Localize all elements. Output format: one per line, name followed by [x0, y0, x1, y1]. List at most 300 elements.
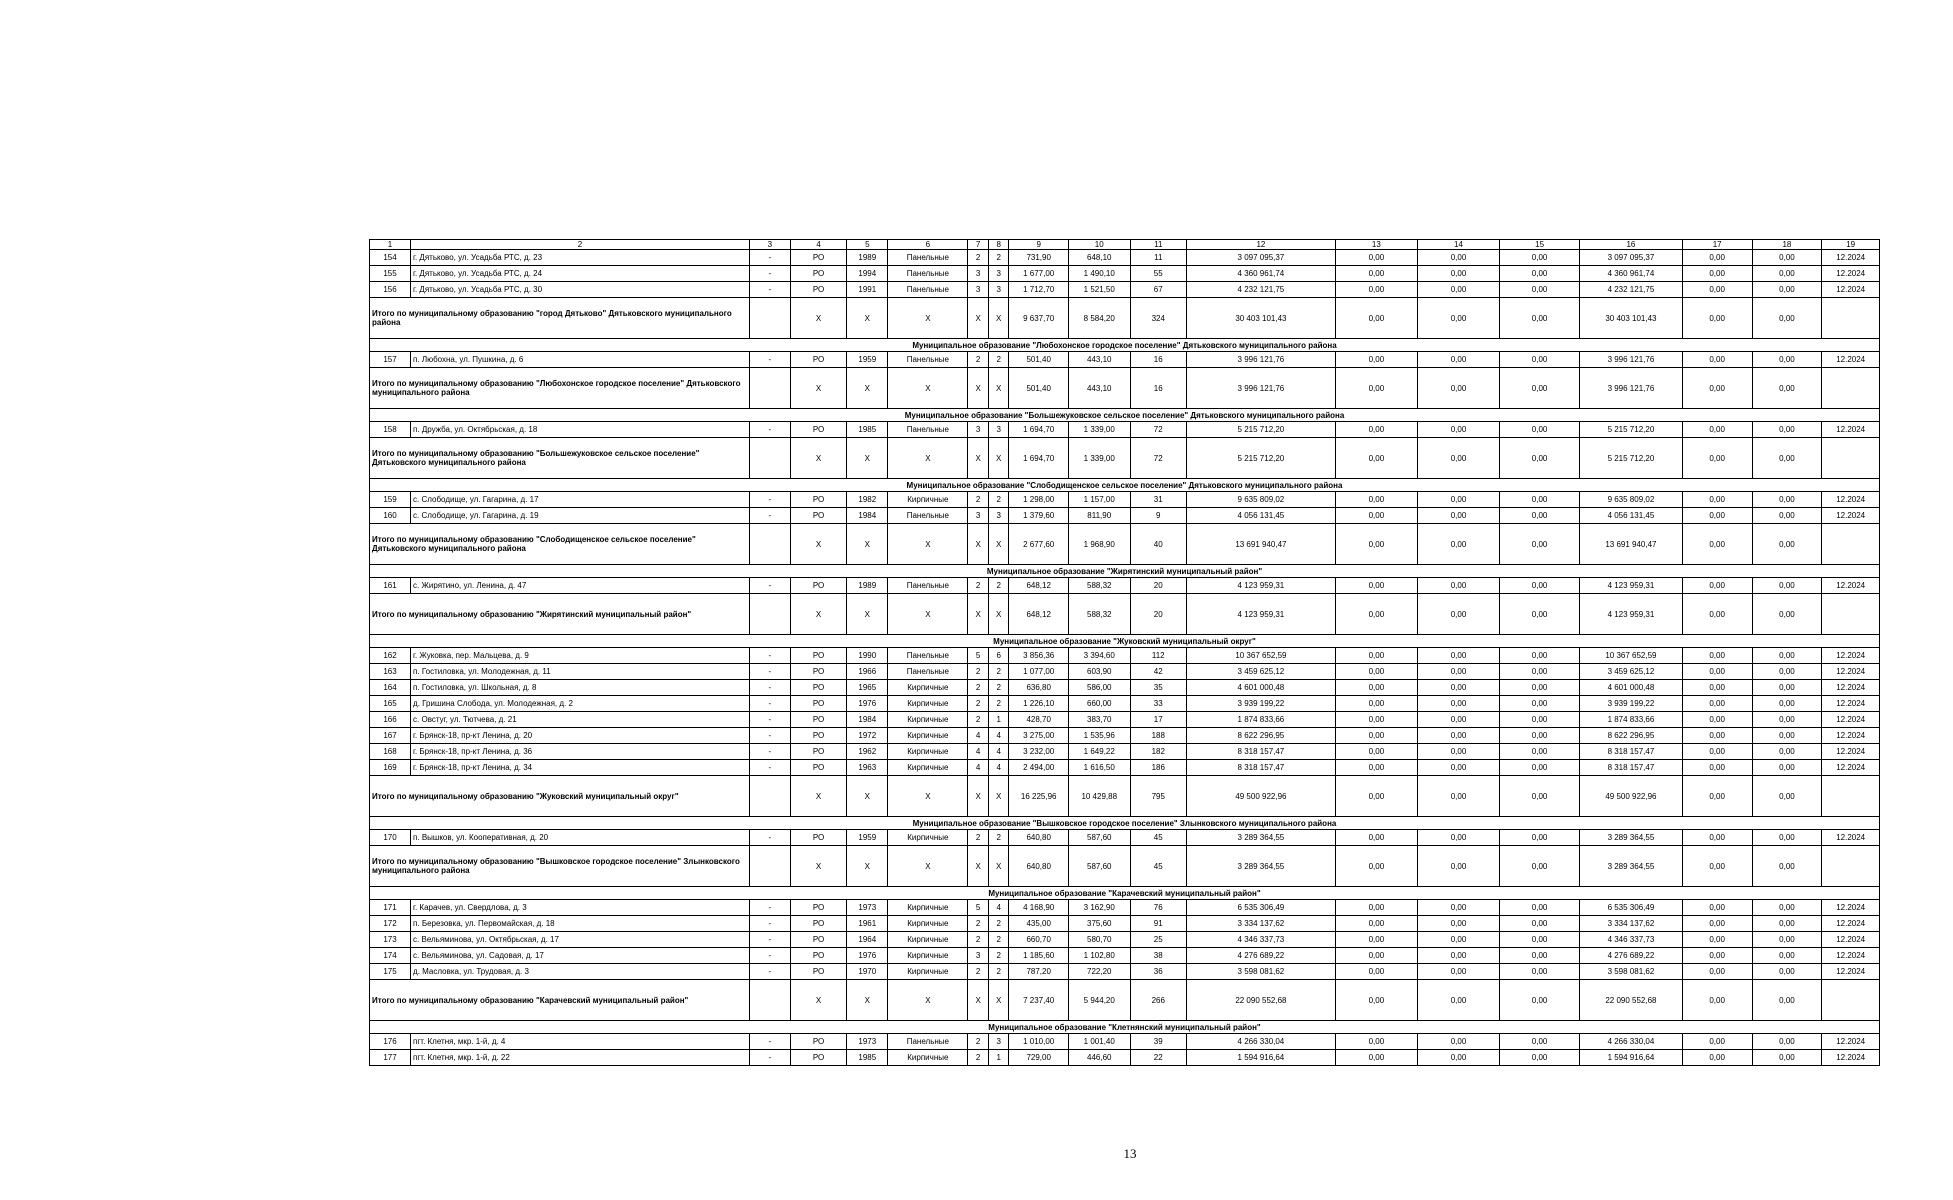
table-cell: Панельные — [888, 664, 968, 680]
table-cell: РО — [790, 680, 846, 696]
table-cell: 172 — [370, 916, 411, 932]
table-cell: 0,00 — [1682, 948, 1752, 964]
total-cell — [1822, 594, 1880, 635]
table-cell: 186 — [1130, 760, 1186, 776]
table-cell: - — [749, 282, 790, 298]
column-number-cell: 9 — [1009, 240, 1069, 250]
column-number-cell: 2 — [411, 240, 750, 250]
total-cell: 4 123 959,31 — [1580, 594, 1683, 635]
total-cell: 3 289 364,55 — [1186, 846, 1335, 887]
column-number-cell: 14 — [1417, 240, 1499, 250]
total-cell: Х — [888, 438, 968, 479]
table-cell: 1984 — [847, 712, 888, 728]
table-cell: - — [749, 1034, 790, 1050]
table-cell: 76 — [1130, 900, 1186, 916]
table-cell: - — [749, 964, 790, 980]
total-cell: 0,00 — [1335, 980, 1417, 1021]
column-number-cell: 11 — [1130, 240, 1186, 250]
table-cell: 2 — [988, 964, 1009, 980]
table-cell: 0,00 — [1335, 508, 1417, 524]
table-cell: 0,00 — [1417, 352, 1499, 368]
total-cell: 0,00 — [1682, 846, 1752, 887]
address-cell: п. Любохна, ул. Пушкина, д. 6 — [411, 352, 750, 368]
table-cell: 4 — [988, 728, 1009, 744]
total-cell: 8 584,20 — [1068, 298, 1130, 339]
total-label: Итого по муниципальному образованию "Слободищенское сельское поселение" Дятьковского муниципального района — [370, 524, 750, 565]
table-cell: 0,00 — [1752, 266, 1822, 282]
table-cell: 25 — [1130, 932, 1186, 948]
table-cell: 0,00 — [1752, 422, 1822, 438]
total-cell: 0,00 — [1752, 594, 1822, 635]
address-cell: г. Карачев, ул. Свердлова, д. 3 — [411, 900, 750, 916]
table-cell: 4 — [968, 744, 989, 760]
table-cell: РО — [790, 648, 846, 664]
total-row — [370, 776, 1880, 817]
total-cell: 0,00 — [1500, 438, 1580, 479]
total-row — [370, 524, 1880, 565]
table-row — [370, 744, 1880, 760]
total-cell — [1822, 438, 1880, 479]
total-cell: 1 968,90 — [1068, 524, 1130, 565]
table-cell: РО — [790, 282, 846, 298]
total-row — [370, 298, 1880, 339]
table-cell: - — [749, 250, 790, 266]
total-cell: Х — [968, 980, 989, 1021]
table-cell: 2 — [968, 664, 989, 680]
total-cell: 20 — [1130, 594, 1186, 635]
table-cell: РО — [790, 578, 846, 594]
table-cell: 383,70 — [1068, 712, 1130, 728]
total-cell: Х — [888, 368, 968, 409]
table-cell: 4 168,90 — [1009, 900, 1069, 916]
table-row — [370, 250, 1880, 266]
table-cell: 0,00 — [1500, 712, 1580, 728]
address-cell: г. Брянск-18, пр-кт Ленина, д. 20 — [411, 728, 750, 744]
total-label: Итого по муниципальному образованию "Жуковский муниципальный округ" — [370, 776, 750, 817]
table-cell: 3 996 121,76 — [1580, 352, 1683, 368]
table-cell: - — [749, 712, 790, 728]
table-row — [370, 728, 1880, 744]
table-cell: 160 — [370, 508, 411, 524]
column-number-cell: 12 — [1186, 240, 1335, 250]
table-cell: 0,00 — [1682, 578, 1752, 594]
table-cell: 4 276 689,22 — [1580, 948, 1683, 964]
table-cell: 1972 — [847, 728, 888, 744]
table-cell: 2 — [968, 492, 989, 508]
section-title: Муниципальное образование "Жирятинский муниципальный район" — [370, 565, 1880, 578]
total-cell: 0,00 — [1417, 980, 1499, 1021]
total-cell: 5 944,20 — [1068, 980, 1130, 1021]
table-cell: - — [749, 830, 790, 846]
table-cell: 168 — [370, 744, 411, 760]
table-cell: 0,00 — [1500, 932, 1580, 948]
total-cell: 588,32 — [1068, 594, 1130, 635]
table-cell: 11 — [1130, 250, 1186, 266]
table-cell: 12.2024 — [1822, 648, 1880, 664]
table-cell: Панельные — [888, 266, 968, 282]
table-row — [370, 964, 1880, 980]
table-cell: - — [749, 266, 790, 282]
address-cell: п. Гостиловка, ул. Молодежная, д. 11 — [411, 664, 750, 680]
table-cell: Кирпичные — [888, 492, 968, 508]
table-cell: 157 — [370, 352, 411, 368]
section-row — [370, 409, 1880, 422]
table-cell: 0,00 — [1752, 760, 1822, 776]
table-cell: 0,00 — [1500, 1050, 1580, 1066]
total-cell: 10 429,88 — [1068, 776, 1130, 817]
table-cell: 3 — [968, 422, 989, 438]
total-cell: 1 339,00 — [1068, 438, 1130, 479]
total-cell: Х — [790, 368, 846, 409]
table-cell: 787,20 — [1009, 964, 1069, 980]
table-cell: 0,00 — [1335, 352, 1417, 368]
table-cell: 161 — [370, 578, 411, 594]
table-cell: Панельные — [888, 352, 968, 368]
table-cell: 648,12 — [1009, 578, 1069, 594]
total-cell: 22 090 552,68 — [1186, 980, 1335, 1021]
total-cell: Х — [988, 776, 1009, 817]
table-cell: 8 318 157,47 — [1186, 744, 1335, 760]
table-cell: 175 — [370, 964, 411, 980]
table-cell: 0,00 — [1417, 680, 1499, 696]
table-cell: 0,00 — [1682, 744, 1752, 760]
table-cell: 22 — [1130, 1050, 1186, 1066]
total-cell — [1822, 298, 1880, 339]
table-cell: 0,00 — [1417, 932, 1499, 948]
total-cell: 3 996 121,76 — [1580, 368, 1683, 409]
total-cell: 795 — [1130, 776, 1186, 817]
table-row — [370, 266, 1880, 282]
table-cell: 1965 — [847, 680, 888, 696]
table-cell: 1 298,00 — [1009, 492, 1069, 508]
total-cell — [1822, 776, 1880, 817]
table-cell: 0,00 — [1500, 250, 1580, 266]
total-cell: 45 — [1130, 846, 1186, 887]
table-cell: 12.2024 — [1822, 352, 1880, 368]
table-cell: 12.2024 — [1822, 712, 1880, 728]
table-cell: 4 346 337,73 — [1186, 932, 1335, 948]
table-cell: 188 — [1130, 728, 1186, 744]
table-cell: 1 616,50 — [1068, 760, 1130, 776]
total-cell: 0,00 — [1335, 438, 1417, 479]
table-cell: 0,00 — [1335, 830, 1417, 846]
address-cell: п. Дружба, ул. Октябрьская, д. 18 — [411, 422, 750, 438]
table-cell: 8 622 296,95 — [1186, 728, 1335, 744]
address-cell: г. Жуковка, пер. Мальцева, д. 9 — [411, 648, 750, 664]
table-cell: 636,80 — [1009, 680, 1069, 696]
table-cell: РО — [790, 492, 846, 508]
table-cell: Панельные — [888, 250, 968, 266]
table-cell: Кирпичные — [888, 712, 968, 728]
total-cell — [749, 594, 790, 635]
table-cell: 4 346 337,73 — [1580, 932, 1683, 948]
table-cell: 0,00 — [1500, 916, 1580, 932]
table-cell: 9 635 809,02 — [1580, 492, 1683, 508]
table-cell: 1982 — [847, 492, 888, 508]
table-cell: 1966 — [847, 664, 888, 680]
page-number: 13 — [1123, 1146, 1137, 1161]
total-cell: Х — [888, 980, 968, 1021]
table-cell: - — [749, 422, 790, 438]
table-cell: 2 — [968, 352, 989, 368]
table-cell: 0,00 — [1752, 680, 1822, 696]
table-cell: 2 — [988, 578, 1009, 594]
table-cell: 0,00 — [1417, 508, 1499, 524]
address-cell: г. Дятьково, ул. Усадьба РТС, д. 24 — [411, 266, 750, 282]
table-cell: 0,00 — [1752, 900, 1822, 916]
table-cell: 587,60 — [1068, 830, 1130, 846]
section-row — [370, 1021, 1880, 1034]
table-cell: 176 — [370, 1034, 411, 1050]
table-cell: 443,10 — [1068, 352, 1130, 368]
table-cell: 12.2024 — [1822, 250, 1880, 266]
table-cell: 0,00 — [1752, 744, 1822, 760]
table-row — [370, 712, 1880, 728]
total-cell: Х — [790, 438, 846, 479]
table-cell: 0,00 — [1335, 916, 1417, 932]
table-cell: 0,00 — [1335, 744, 1417, 760]
table-cell: 20 — [1130, 578, 1186, 594]
table-cell: 0,00 — [1682, 712, 1752, 728]
table-cell: 0,00 — [1417, 728, 1499, 744]
table-cell: 0,00 — [1335, 492, 1417, 508]
table-cell: 12.2024 — [1822, 696, 1880, 712]
table-cell: 4 266 330,04 — [1580, 1034, 1683, 1050]
table-cell: 0,00 — [1682, 1034, 1752, 1050]
section-row — [370, 817, 1880, 830]
table-cell: 1994 — [847, 266, 888, 282]
table-cell: - — [749, 932, 790, 948]
total-cell: Х — [790, 298, 846, 339]
table-cell: 6 535 306,49 — [1580, 900, 1683, 916]
table-cell: 0,00 — [1335, 680, 1417, 696]
total-cell: Х — [888, 846, 968, 887]
table-cell: 3 097 095,37 — [1580, 250, 1683, 266]
table-cell: 0,00 — [1682, 282, 1752, 298]
table-cell: 12.2024 — [1822, 266, 1880, 282]
table-cell: Кирпичные — [888, 932, 968, 948]
table-cell: Панельные — [888, 508, 968, 524]
table-cell: 1985 — [847, 1050, 888, 1066]
table-cell: РО — [790, 712, 846, 728]
total-cell: 0,00 — [1682, 438, 1752, 479]
table-cell: 0,00 — [1682, 728, 1752, 744]
total-cell: 1 694,70 — [1009, 438, 1069, 479]
table-cell: 2 — [968, 830, 989, 846]
table-cell: 660,70 — [1009, 932, 1069, 948]
table-cell: 2 — [988, 948, 1009, 964]
table-cell: Кирпичные — [888, 900, 968, 916]
total-cell: 0,00 — [1752, 980, 1822, 1021]
table-cell: 640,80 — [1009, 830, 1069, 846]
total-cell: Х — [847, 298, 888, 339]
table-cell: 1989 — [847, 250, 888, 266]
table-cell: 10 367 652,59 — [1580, 648, 1683, 664]
table-cell: 91 — [1130, 916, 1186, 932]
table-cell: 0,00 — [1682, 648, 1752, 664]
table-cell: 0,00 — [1417, 1034, 1499, 1050]
total-cell: 587,60 — [1068, 846, 1130, 887]
table-cell: 5 — [968, 648, 989, 664]
table-cell: РО — [790, 760, 846, 776]
table-cell: 4 601 000,48 — [1580, 680, 1683, 696]
table-cell: 1 226,10 — [1009, 696, 1069, 712]
table-cell: РО — [790, 250, 846, 266]
table-cell: - — [749, 492, 790, 508]
table-cell: 0,00 — [1335, 964, 1417, 980]
table-cell: 33 — [1130, 696, 1186, 712]
table-cell: 1963 — [847, 760, 888, 776]
table-cell: 0,00 — [1682, 352, 1752, 368]
total-cell: Х — [988, 594, 1009, 635]
table-cell: 0,00 — [1500, 830, 1580, 846]
total-cell: Х — [968, 524, 989, 565]
table-cell: 0,00 — [1417, 712, 1499, 728]
table-cell: 4 276 689,22 — [1186, 948, 1335, 964]
column-number-cell: 15 — [1500, 240, 1580, 250]
table-cell: 171 — [370, 900, 411, 916]
total-cell: 0,00 — [1417, 776, 1499, 817]
table-cell: 0,00 — [1752, 948, 1822, 964]
table-cell: 0,00 — [1500, 964, 1580, 980]
table-cell: Кирпичные — [888, 760, 968, 776]
table-cell: 1 521,50 — [1068, 282, 1130, 298]
table-row — [370, 830, 1880, 846]
table-cell: 158 — [370, 422, 411, 438]
table-cell: 12.2024 — [1822, 578, 1880, 594]
total-cell: 0,00 — [1500, 298, 1580, 339]
table-cell: 0,00 — [1417, 578, 1499, 594]
table-cell: - — [749, 648, 790, 664]
table-cell: РО — [790, 508, 846, 524]
table-cell: 1 379,60 — [1009, 508, 1069, 524]
table-cell: Кирпичные — [888, 1050, 968, 1066]
total-cell: 40 — [1130, 524, 1186, 565]
table-cell: 5 215 712,20 — [1580, 422, 1683, 438]
total-cell: 0,00 — [1335, 298, 1417, 339]
table-cell: 0,00 — [1500, 578, 1580, 594]
table-cell: 2 — [968, 1034, 989, 1050]
table-cell: РО — [790, 830, 846, 846]
table-cell: 3 459 625,12 — [1186, 664, 1335, 680]
table-cell: 1 594 916,64 — [1580, 1050, 1683, 1066]
table-cell: 166 — [370, 712, 411, 728]
table-cell: 4 — [968, 728, 989, 744]
total-cell: 0,00 — [1417, 524, 1499, 565]
table-cell: 0,00 — [1417, 422, 1499, 438]
table-cell: 580,70 — [1068, 932, 1130, 948]
table-row — [370, 1050, 1880, 1066]
table-cell: 10 367 652,59 — [1186, 648, 1335, 664]
table-cell: 67 — [1130, 282, 1186, 298]
table-cell: 0,00 — [1417, 282, 1499, 298]
address-cell: г. Дятьково, ул. Усадьба РТС, д. 23 — [411, 250, 750, 266]
table-cell: 0,00 — [1335, 948, 1417, 964]
total-cell: Х — [790, 524, 846, 565]
table-cell: 2 — [988, 664, 1009, 680]
table-cell: 4 232 121,75 — [1580, 282, 1683, 298]
table-cell: 42 — [1130, 664, 1186, 680]
total-cell: Х — [988, 524, 1009, 565]
table-cell: 12.2024 — [1822, 492, 1880, 508]
table-row — [370, 282, 1880, 298]
table-cell: 375,60 — [1068, 916, 1130, 932]
table-cell: 4 056 131,45 — [1186, 508, 1335, 524]
table-cell: 3 — [968, 266, 989, 282]
table-cell: 0,00 — [1682, 900, 1752, 916]
table-cell: 0,00 — [1500, 744, 1580, 760]
total-cell: 2 677,60 — [1009, 524, 1069, 565]
table-cell: 1989 — [847, 578, 888, 594]
table-cell: Кирпичные — [888, 916, 968, 932]
table-cell: 38 — [1130, 948, 1186, 964]
table-cell: 3 — [988, 266, 1009, 282]
address-cell: с. Овстуг, ул. Тютчева, д. 21 — [411, 712, 750, 728]
table-cell: 0,00 — [1417, 948, 1499, 964]
table-cell: 0,00 — [1417, 1050, 1499, 1066]
table-cell: 2 — [968, 712, 989, 728]
table-row — [370, 664, 1880, 680]
total-cell — [749, 438, 790, 479]
table-cell: 1 649,22 — [1068, 744, 1130, 760]
table-cell: РО — [790, 1050, 846, 1066]
table-cell: 4 056 131,45 — [1580, 508, 1683, 524]
address-cell: с. Слободище, ул. Гагарина, д. 19 — [411, 508, 750, 524]
table-cell: - — [749, 760, 790, 776]
total-cell — [1822, 368, 1880, 409]
table-cell: 55 — [1130, 266, 1186, 282]
total-label: Итого по муниципальному образованию "город Дятьково" Дятьковского муниципального района — [370, 298, 750, 339]
table-cell: 12.2024 — [1822, 1034, 1880, 1050]
table-cell: РО — [790, 744, 846, 760]
table-cell: 8 318 157,47 — [1580, 760, 1683, 776]
column-number-row — [370, 240, 1880, 250]
table-cell: 12.2024 — [1822, 680, 1880, 696]
table-cell: 12.2024 — [1822, 664, 1880, 680]
table-cell: 12.2024 — [1822, 964, 1880, 980]
table-cell: 31 — [1130, 492, 1186, 508]
table-row — [370, 932, 1880, 948]
table-cell: 1984 — [847, 508, 888, 524]
table-cell: 722,20 — [1068, 964, 1130, 980]
table-cell: 12.2024 — [1822, 830, 1880, 846]
table-cell: 0,00 — [1752, 728, 1822, 744]
total-cell: Х — [968, 594, 989, 635]
table-cell: 3 939 199,22 — [1186, 696, 1335, 712]
total-cell: 0,00 — [1335, 368, 1417, 409]
table-cell: 0,00 — [1682, 696, 1752, 712]
table-cell: 0,00 — [1500, 492, 1580, 508]
table-cell: 1 001,40 — [1068, 1034, 1130, 1050]
total-label: Итого по муниципальному образованию "Большежуковское сельское поселение" Дятьковского муниципального района — [370, 438, 750, 479]
total-label: Итого по муниципальному образованию "Карачевский муниципальный район" — [370, 980, 750, 1021]
table-cell: 0,00 — [1500, 760, 1580, 776]
table-cell: 0,00 — [1752, 712, 1822, 728]
table-cell: 167 — [370, 728, 411, 744]
table-cell: 0,00 — [1417, 696, 1499, 712]
total-cell — [749, 298, 790, 339]
table-cell: 2 — [988, 352, 1009, 368]
table-cell: 3 856,36 — [1009, 648, 1069, 664]
table-cell: - — [749, 696, 790, 712]
table-row — [370, 648, 1880, 664]
table-cell: 3 — [988, 282, 1009, 298]
table-cell: 6 535 306,49 — [1186, 900, 1335, 916]
table-cell: 3 — [968, 948, 989, 964]
table-cell: 1961 — [847, 916, 888, 932]
total-cell: 0,00 — [1500, 776, 1580, 817]
table-cell: 4 601 000,48 — [1186, 680, 1335, 696]
